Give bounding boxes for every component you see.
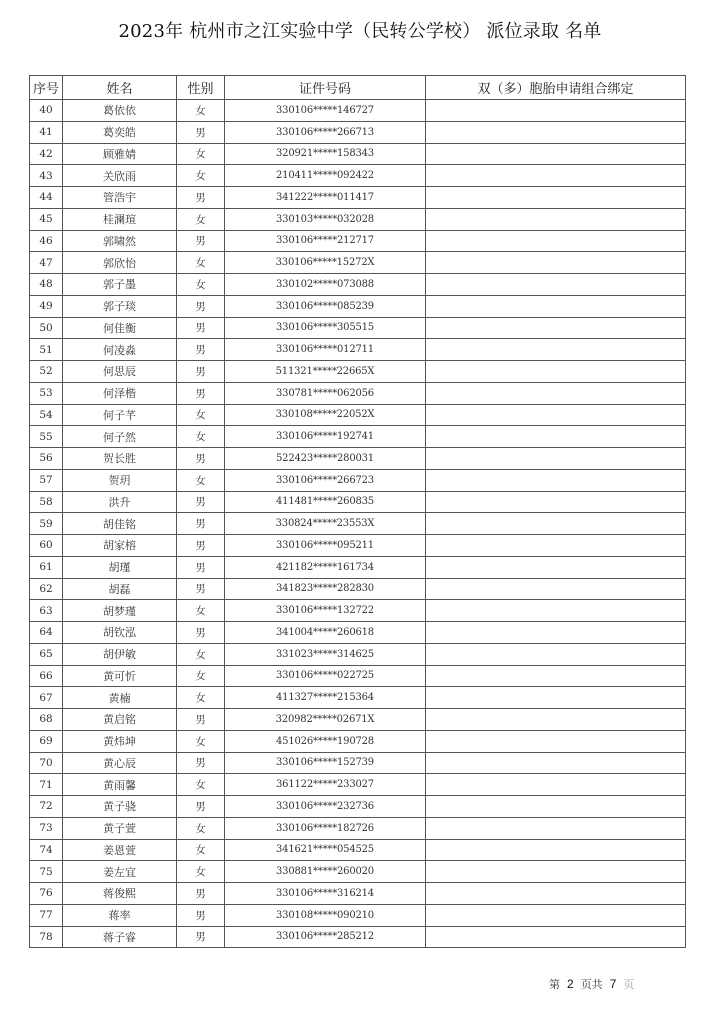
cell-twin-binding: [426, 361, 686, 383]
cell-name: 何佳衡: [63, 317, 177, 339]
cell-gender: 男: [177, 752, 225, 774]
cell-seq: 46: [30, 230, 63, 252]
cell-gender: 男: [177, 796, 225, 818]
table-row: [30, 208, 686, 230]
cell-seq: 42: [30, 143, 63, 165]
cell-name: 顾雅婧: [63, 143, 177, 165]
cell-twin-binding: [426, 100, 686, 122]
table-row: [30, 796, 686, 818]
table-row: [30, 513, 686, 535]
cell-seq: 78: [30, 926, 63, 948]
cell-id-number: 330781*****062056: [225, 382, 426, 404]
header-seq: 序号: [30, 76, 63, 100]
cell-gender: 男: [177, 230, 225, 252]
cell-id-number: 421182*****161734: [225, 556, 426, 578]
cell-seq: 62: [30, 578, 63, 600]
cell-seq: 65: [30, 643, 63, 665]
cell-seq: 48: [30, 274, 63, 296]
table-row: [30, 165, 686, 187]
cell-name: 黄子萱: [63, 817, 177, 839]
table-row: [30, 709, 686, 731]
current-page-number: 2: [567, 977, 574, 991]
table-row: [30, 404, 686, 426]
header-twin-binding: 双（多）胞胎申请组合绑定: [426, 76, 686, 100]
cell-gender: 女: [177, 100, 225, 122]
cell-seq: 60: [30, 535, 63, 557]
cell-name: 贺长胜: [63, 448, 177, 470]
cell-id-number: 411327*****215364: [225, 687, 426, 709]
cell-seq: 75: [30, 861, 63, 883]
table-row: [30, 382, 686, 404]
cell-id-number: 330106*****212717: [225, 230, 426, 252]
cell-name: 蒋率: [63, 904, 177, 926]
cell-id-number: 330106*****266713: [225, 121, 426, 143]
cell-seq: 68: [30, 709, 63, 731]
table-row: [30, 556, 686, 578]
cell-name: 何思辰: [63, 361, 177, 383]
cell-seq: 61: [30, 556, 63, 578]
cell-id-number: 330102*****073088: [225, 274, 426, 296]
cell-id-number: 341823*****282830: [225, 578, 426, 600]
cell-name: 黄可忻: [63, 665, 177, 687]
cell-twin-binding: [426, 883, 686, 905]
table-row: [30, 535, 686, 557]
cell-gender: 女: [177, 774, 225, 796]
cell-name: 黄子骁: [63, 796, 177, 818]
cell-gender: 男: [177, 187, 225, 209]
cell-twin-binding: [426, 709, 686, 731]
cell-id-number: 511321*****22665X: [225, 361, 426, 383]
cell-gender: 女: [177, 426, 225, 448]
cell-id-number: 330881*****260020: [225, 861, 426, 883]
cell-gender: 男: [177, 121, 225, 143]
cell-seq: 63: [30, 600, 63, 622]
cell-twin-binding: [426, 578, 686, 600]
cell-seq: 72: [30, 796, 63, 818]
cell-seq: 57: [30, 469, 63, 491]
cell-twin-binding: [426, 730, 686, 752]
table-row: [30, 143, 686, 165]
cell-gender: 男: [177, 513, 225, 535]
cell-name: 胡伊敏: [63, 643, 177, 665]
header-id-number: 证件号码: [225, 76, 426, 100]
cell-name: 贺玥: [63, 469, 177, 491]
cell-id-number: 330106*****232736: [225, 796, 426, 818]
cell-name: 何子芊: [63, 404, 177, 426]
page-footer: [549, 976, 634, 992]
table-row: [30, 665, 686, 687]
cell-id-number: 330106*****085239: [225, 295, 426, 317]
cell-twin-binding: [426, 622, 686, 644]
cell-seq: 49: [30, 295, 63, 317]
cell-seq: 70: [30, 752, 63, 774]
table-row: [30, 252, 686, 274]
cell-name: 胡钦泓: [63, 622, 177, 644]
cell-name: 郭欣怡: [63, 252, 177, 274]
cell-twin-binding: [426, 752, 686, 774]
table-row: [30, 643, 686, 665]
cell-twin-binding: [426, 556, 686, 578]
table-row: [30, 274, 686, 296]
cell-gender: 男: [177, 382, 225, 404]
table-row: [30, 100, 686, 122]
cell-gender: 男: [177, 578, 225, 600]
table-row: [30, 187, 686, 209]
cell-seq: 47: [30, 252, 63, 274]
cell-gender: 男: [177, 317, 225, 339]
table-row: [30, 817, 686, 839]
cell-name: 何凌淼: [63, 339, 177, 361]
cell-name: 郭啸然: [63, 230, 177, 252]
table-row: [30, 295, 686, 317]
cell-name: 姜恩萱: [63, 839, 177, 861]
cell-twin-binding: [426, 513, 686, 535]
cell-name: 胡佳铭: [63, 513, 177, 535]
cell-gender: 女: [177, 665, 225, 687]
cell-seq: 44: [30, 187, 63, 209]
table-row: [30, 687, 686, 709]
page-title: 2023年 杭州市之江实验中学（民转公学校） 派位录取 名单: [118, 21, 602, 42]
cell-twin-binding: [426, 339, 686, 361]
table-row: [30, 752, 686, 774]
cell-name: 郭子墨: [63, 274, 177, 296]
table-row: [30, 926, 686, 948]
cell-name: 郭子琰: [63, 295, 177, 317]
table-row: [30, 448, 686, 470]
cell-seq: 58: [30, 491, 63, 513]
cell-id-number: 330106*****182726: [225, 817, 426, 839]
table-row: [30, 121, 686, 143]
cell-id-number: 330106*****192741: [225, 426, 426, 448]
cell-seq: 73: [30, 817, 63, 839]
cell-gender: 女: [177, 208, 225, 230]
cell-gender: 男: [177, 904, 225, 926]
cell-name: 何子然: [63, 426, 177, 448]
cell-twin-binding: [426, 839, 686, 861]
cell-name: 洪升: [63, 491, 177, 513]
cell-twin-binding: [426, 165, 686, 187]
cell-twin-binding: [426, 404, 686, 426]
cell-name: 姜左宜: [63, 861, 177, 883]
cell-id-number: 320982*****02671X: [225, 709, 426, 731]
cell-seq: 56: [30, 448, 63, 470]
table-row: [30, 774, 686, 796]
table-row: [30, 230, 686, 252]
cell-id-number: 451026*****190728: [225, 730, 426, 752]
cell-gender: 男: [177, 491, 225, 513]
cell-seq: 40: [30, 100, 63, 122]
cell-name: 何泽楷: [63, 382, 177, 404]
cell-gender: 女: [177, 839, 225, 861]
cell-id-number: 330824*****23553X: [225, 513, 426, 535]
cell-gender: 男: [177, 622, 225, 644]
cell-id-number: 361122*****233027: [225, 774, 426, 796]
cell-gender: 女: [177, 643, 225, 665]
cell-gender: 女: [177, 274, 225, 296]
cell-gender: 女: [177, 817, 225, 839]
cell-seq: 55: [30, 426, 63, 448]
cell-seq: 74: [30, 839, 63, 861]
cell-gender: 女: [177, 252, 225, 274]
table-body: [30, 100, 686, 948]
table-header-row: [30, 76, 686, 100]
cell-name: 胡梦瑾: [63, 600, 177, 622]
cell-twin-binding: [426, 665, 686, 687]
cell-twin-binding: [426, 317, 686, 339]
table-row: [30, 730, 686, 752]
cell-twin-binding: [426, 143, 686, 165]
cell-gender: 男: [177, 883, 225, 905]
cell-name: 黄心辰: [63, 752, 177, 774]
cell-name: 胡瑾: [63, 556, 177, 578]
cell-id-number: 411481*****260835: [225, 491, 426, 513]
cell-twin-binding: [426, 426, 686, 448]
footer-prefix: 第: [549, 978, 560, 991]
cell-twin-binding: [426, 796, 686, 818]
total-pages-number: 7: [609, 977, 617, 991]
header-gender: 性别: [177, 76, 225, 100]
cell-id-number: 330106*****152739: [225, 752, 426, 774]
cell-name: 蒋俊熙: [63, 883, 177, 905]
cell-seq: 54: [30, 404, 63, 426]
cell-seq: 53: [30, 382, 63, 404]
table-row: [30, 839, 686, 861]
cell-id-number: 330106*****316214: [225, 883, 426, 905]
cell-seq: 50: [30, 317, 63, 339]
cell-name: 关欣雨: [63, 165, 177, 187]
cell-gender: 女: [177, 469, 225, 491]
table-row: [30, 861, 686, 883]
cell-id-number: 330106*****285212: [225, 926, 426, 948]
cell-name: 黄雨馨: [63, 774, 177, 796]
cell-name: 葛依依: [63, 100, 177, 122]
cell-gender: 女: [177, 861, 225, 883]
cell-id-number: 341004*****260618: [225, 622, 426, 644]
cell-id-number: 330106*****095211: [225, 535, 426, 557]
cell-twin-binding: [426, 904, 686, 926]
table-row: [30, 491, 686, 513]
cell-twin-binding: [426, 535, 686, 557]
table-row: [30, 469, 686, 491]
cell-name: 黄启铭: [63, 709, 177, 731]
cell-name: 桂澜瑄: [63, 208, 177, 230]
cell-twin-binding: [426, 491, 686, 513]
cell-id-number: 330106*****15272X: [225, 252, 426, 274]
cell-twin-binding: [426, 469, 686, 491]
cell-seq: 69: [30, 730, 63, 752]
cell-id-number: 331023*****314625: [225, 643, 426, 665]
table-row: [30, 339, 686, 361]
cell-gender: 男: [177, 926, 225, 948]
cell-twin-binding: [426, 274, 686, 296]
table-row: [30, 883, 686, 905]
cell-twin-binding: [426, 382, 686, 404]
cell-name: 黄楠: [63, 687, 177, 709]
cell-twin-binding: [426, 774, 686, 796]
cell-twin-binding: [426, 295, 686, 317]
cell-id-number: 330108*****22052X: [225, 404, 426, 426]
table-row: [30, 426, 686, 448]
cell-twin-binding: [426, 187, 686, 209]
cell-id-number: 320921*****158343: [225, 143, 426, 165]
cell-id-number: 330106*****266723: [225, 469, 426, 491]
cell-twin-binding: [426, 600, 686, 622]
cell-gender: 男: [177, 535, 225, 557]
cell-twin-binding: [426, 448, 686, 470]
cell-twin-binding: [426, 230, 686, 252]
cell-gender: 男: [177, 361, 225, 383]
table-row: [30, 317, 686, 339]
cell-twin-binding: [426, 208, 686, 230]
cell-id-number: 341621*****054525: [225, 839, 426, 861]
cell-seq: 64: [30, 622, 63, 644]
cell-gender: 男: [177, 339, 225, 361]
footer-suffix: 页: [623, 978, 635, 991]
cell-id-number: 330106*****146727: [225, 100, 426, 122]
cell-seq: 66: [30, 665, 63, 687]
cell-gender: 男: [177, 709, 225, 731]
cell-name: 葛奕皓: [63, 121, 177, 143]
table-row: [30, 622, 686, 644]
header-name: 姓名: [63, 76, 177, 100]
table-row: [30, 904, 686, 926]
cell-gender: 男: [177, 295, 225, 317]
table-row: [30, 578, 686, 600]
cell-gender: 女: [177, 143, 225, 165]
cell-id-number: 330103*****032028: [225, 208, 426, 230]
cell-id-number: 210411*****092422: [225, 165, 426, 187]
cell-gender: 男: [177, 448, 225, 470]
cell-gender: 男: [177, 556, 225, 578]
cell-name: 管浩宇: [63, 187, 177, 209]
cell-seq: 45: [30, 208, 63, 230]
cell-name: 胡磊: [63, 578, 177, 600]
cell-name: 黄炜坤: [63, 730, 177, 752]
cell-id-number: 341222*****011417: [225, 187, 426, 209]
cell-name: 胡家榕: [63, 535, 177, 557]
cell-twin-binding: [426, 121, 686, 143]
footer-middle: 页共: [580, 978, 603, 991]
cell-twin-binding: [426, 861, 686, 883]
cell-id-number: 330106*****305515: [225, 317, 426, 339]
cell-seq: 76: [30, 883, 63, 905]
cell-gender: 女: [177, 165, 225, 187]
table-row: [30, 361, 686, 383]
cell-gender: 女: [177, 600, 225, 622]
cell-twin-binding: [426, 817, 686, 839]
cell-seq: 71: [30, 774, 63, 796]
cell-gender: 女: [177, 687, 225, 709]
cell-id-number: 330106*****132722: [225, 600, 426, 622]
cell-twin-binding: [426, 926, 686, 948]
cell-twin-binding: [426, 687, 686, 709]
cell-gender: 女: [177, 730, 225, 752]
cell-seq: 59: [30, 513, 63, 535]
cell-id-number: 330108*****090210: [225, 904, 426, 926]
cell-id-number: 330106*****012711: [225, 339, 426, 361]
admission-roster-table: [29, 75, 686, 948]
cell-twin-binding: [426, 252, 686, 274]
cell-id-number: 522423*****280031: [225, 448, 426, 470]
cell-seq: 77: [30, 904, 63, 926]
cell-seq: 67: [30, 687, 63, 709]
cell-seq: 52: [30, 361, 63, 383]
cell-seq: 43: [30, 165, 63, 187]
cell-id-number: 330106*****022725: [225, 665, 426, 687]
table-row: [30, 600, 686, 622]
cell-twin-binding: [426, 643, 686, 665]
cell-gender: 女: [177, 404, 225, 426]
cell-seq: 51: [30, 339, 63, 361]
cell-seq: 41: [30, 121, 63, 143]
cell-name: 蒋子睿: [63, 926, 177, 948]
